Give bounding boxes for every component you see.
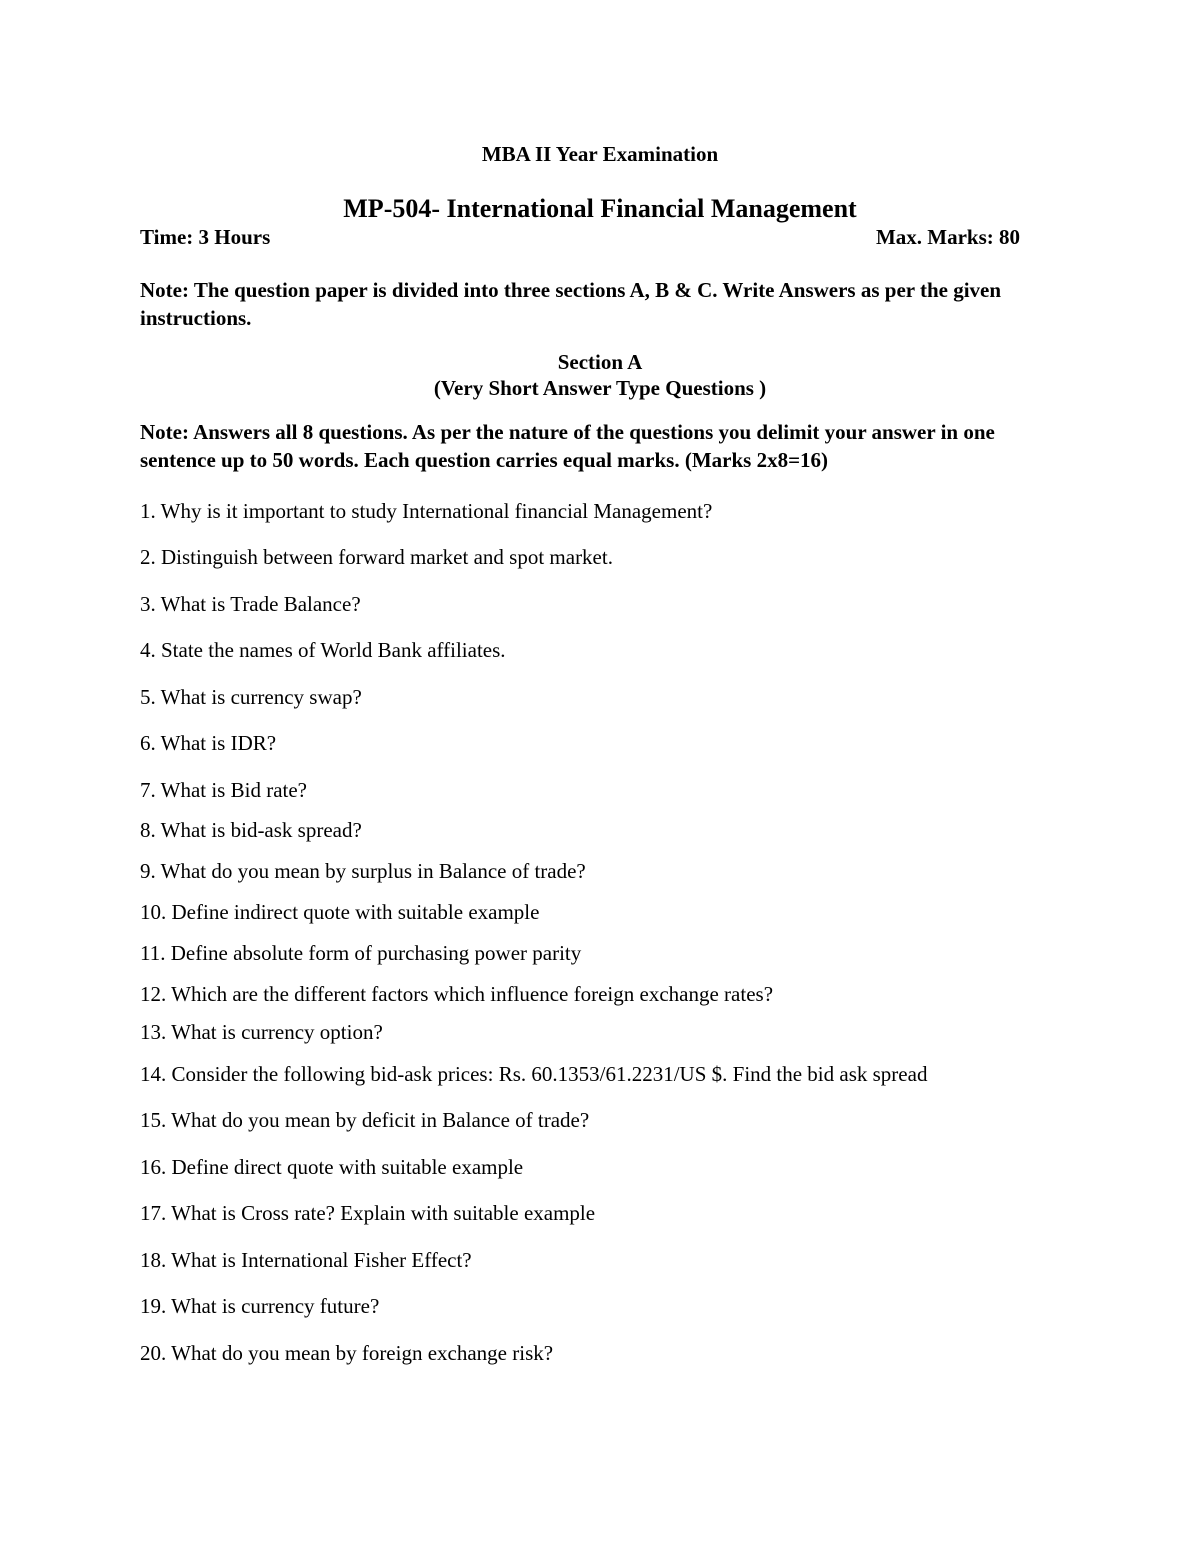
question-item: 1. Why is it important to study International financial Management?	[140, 499, 713, 523]
question-item: 7. What is Bid rate?	[140, 778, 307, 802]
question-item: 5. What is currency swap?	[140, 685, 362, 709]
question-item: 9. What do you mean by surplus in Balance of trade?	[140, 859, 586, 883]
question-item: 11. Define absolute form of purchasing power parity	[140, 941, 582, 965]
section-subtitle: (Very Short Answer Type Questions )	[433, 376, 767, 400]
section-note: Note: Answers all 8 questions. As per the nature of the questions you delimit your answer in one sentence up to 50 words. Each question carries equal marks. (Marks 2x8=16)	[140, 420, 995, 472]
question-item: 10. Define indirect quote with suitable example	[140, 900, 540, 924]
question-item: 14. Consider the following bid-ask prices: Rs. 60.1353/61.2231/US $. Find the bid ask spread	[140, 1062, 928, 1086]
section-title: Section A	[557, 350, 643, 374]
question-item: 6. What is IDR?	[140, 731, 277, 755]
question-item: 13. What is currency option?	[140, 1020, 383, 1044]
question-item: 4. State the names of World Bank affiliates.	[140, 638, 506, 662]
question-item: 16. Define direct quote with suitable example	[140, 1155, 524, 1179]
question-item: 8. What is bid-ask spread?	[140, 818, 362, 842]
question-item: 15. What do you mean by deficit in Balance of trade?	[140, 1108, 590, 1132]
question-item: 3. What is Trade Balance?	[140, 592, 361, 616]
question-item: 19. What is currency future?	[140, 1294, 380, 1318]
exam-time: Time: 3 Hours	[140, 225, 271, 249]
question-item: 12. Which are the different factors which influence foreign exchange rates?	[140, 982, 774, 1006]
question-item: 18. What is International Fisher Effect?	[140, 1248, 472, 1272]
exam-title: MBA II Year Examination	[481, 142, 719, 166]
question-item: 2. Distinguish between forward market and spot market.	[140, 545, 613, 569]
general-note: Note: The question paper is divided into three sections A, B & C. Write Answers as per the given instructions.	[140, 278, 1002, 330]
question-item: 20. What do you mean by foreign exchange risk?	[140, 1341, 554, 1365]
question-item: 17. What is Cross rate? Explain with suitable example	[140, 1201, 596, 1225]
course-title: MP-504- International Financial Management	[343, 194, 857, 223]
max-marks: Max. Marks: 80	[875, 225, 1020, 249]
